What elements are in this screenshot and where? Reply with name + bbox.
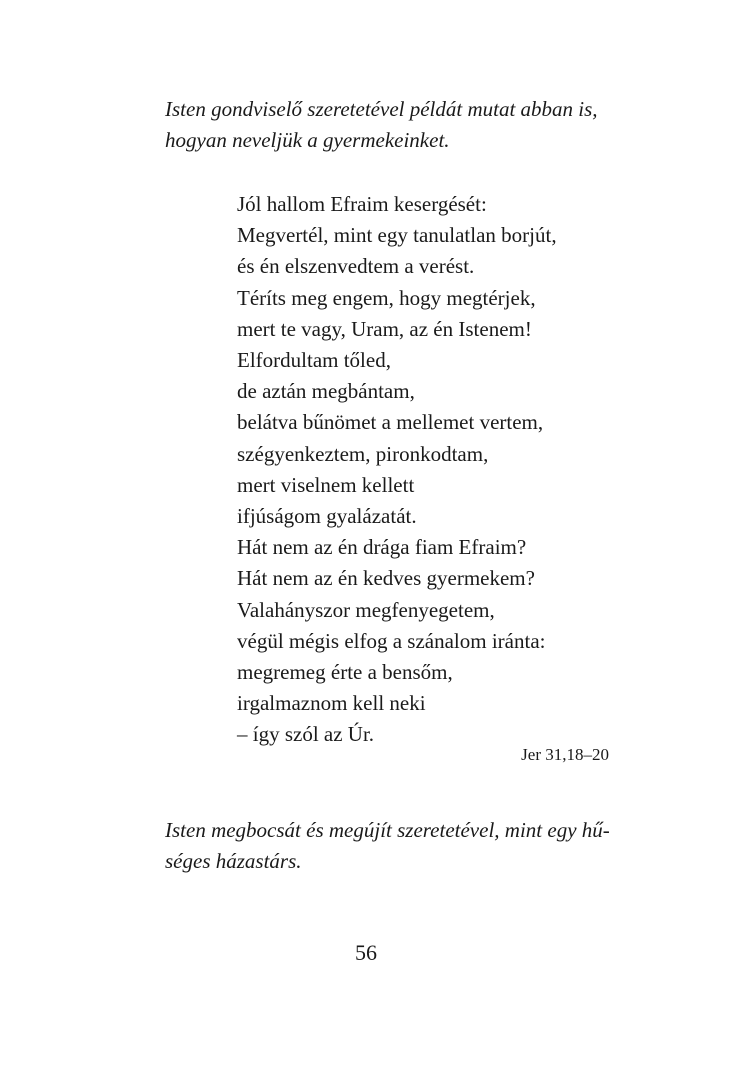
poem-line: szégyenkeztem, pironkodtam, [237,441,489,466]
intro-paragraph [165,94,615,156]
poem-line: és én elszenvedtem a verést. [237,254,475,279]
poem-line: mert viselnem kellett [237,472,415,497]
poem-line: de aztán megbántam, [237,379,415,404]
poem-line: irgalmaznom kell neki [237,691,426,716]
outro-line: Isten megbocsát és megújít szeretetével, mint egy hű- [165,818,610,842]
poem-line: – így szól az Úr. [237,722,375,747]
poem-line: belátva bűnömet a mellemet vertem, [237,410,544,435]
intro-line: hogyan neveljük a gyermekeinket. [165,128,450,152]
poem-line: megremeg érte a bensőm, [237,660,453,685]
poem-line: végül mégis elfog a szánalom iránta: [237,628,546,653]
scripture-poem [237,189,617,751]
scripture-reference: Jer 31,18–20 [521,745,609,764]
poem-line: Megvertél, mint egy tanulatlan borjút, [237,223,557,248]
poem-line: ifjúságom gyalázatát. [237,504,417,529]
poem-line: Hát nem az én drága fiam Efraim? [237,535,527,560]
poem-line: Jól hallom Efraim kesergését: [237,192,487,216]
poem-line: mert te vagy, Uram, az én Istenem! [237,316,532,341]
outro-line: séges házastárs. [165,849,302,873]
poem-line: Hát nem az én kedves gyermekem? [237,566,535,591]
outro-paragraph [165,815,615,877]
intro-line: Isten gondviselő szeretetével példát mutat abban is, [165,97,598,121]
poem-line: Elfordultam tőled, [237,348,391,373]
poem-line: Téríts meg engem, hogy megtérjek, [237,285,536,310]
poem-line: Valahányszor megfenyegetem, [237,597,495,622]
page-number: 56 [355,940,377,965]
